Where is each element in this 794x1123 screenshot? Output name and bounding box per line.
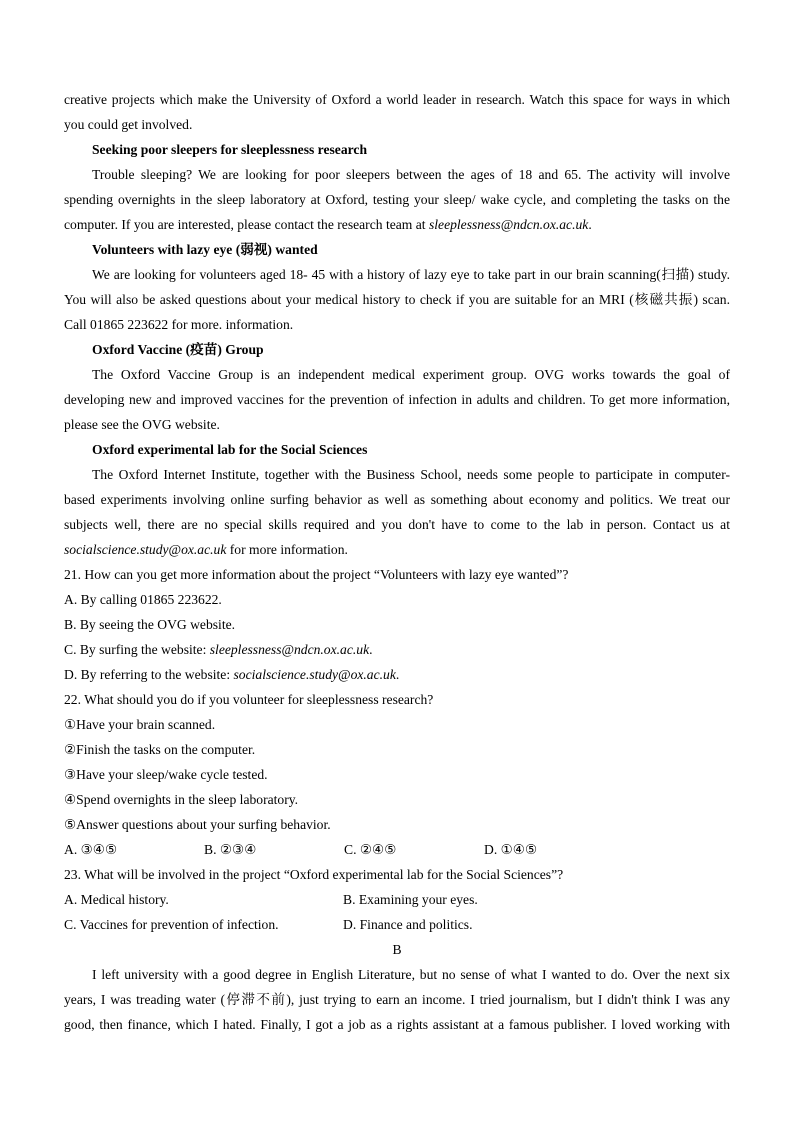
heading-vaccine: Oxford Vaccine (疫苗) Group xyxy=(92,342,264,357)
sleep-email: sleeplessness@ndcn.ox.ac.uk xyxy=(428,217,589,232)
social-line-3: subjects well, there are no special skills required and you don't have to come to the lab in person. Contact us at xyxy=(64,517,730,532)
lazy-eye-line-2: You will also be asked questions about your medical history to check if you are suitable for an MRI (核磁共振) scan. xyxy=(64,292,730,307)
section-b-line-3: good, then finance, which I hated. Finally, I got a job as a rights assistant at a famous publisher. I loved working with xyxy=(64,1017,730,1032)
sleep-para-line-1: Trouble sleeping? We are looking for poor sleepers between the ages of 18 and 65. The activity will involve xyxy=(92,167,730,182)
social-line-4: socialscience.study@ox.ac.uk for more information. xyxy=(64,542,348,557)
q21-option-d: D. By referring to the website: socialscience.study@ox.ac.uk. xyxy=(64,667,400,682)
q22-option-b: B. ②③④ xyxy=(204,842,257,857)
q22-item-1: ①Have your brain scanned. xyxy=(64,717,216,732)
q21-option-c: C. By surfing the website: sleeplessness@ndcn.ox.ac.uk. xyxy=(64,642,373,657)
q21-stem: 21. How can you get more information about the project “Volunteers with lazy eye wanted”? xyxy=(64,567,569,582)
vaccine-line-1: The Oxford Vaccine Group is an independent medical experiment group. OVG works towards the goal of xyxy=(92,367,730,382)
q22-option-c: C. ②④⑤ xyxy=(344,842,397,857)
q22-item-5: ⑤Answer questions about your surfing behavior. xyxy=(64,817,331,832)
section-b-line-1: I left university with a good degree in English Literature, but no sense of what I wanted to do. Over the next six xyxy=(92,967,730,982)
lazy-eye-line-3: Call 01865 223622 for more. information. xyxy=(64,317,294,332)
vaccine-line-3: please see the OVG website. xyxy=(64,417,220,432)
q22-item-4: ④Spend overnights in the sleep laboratory. xyxy=(64,792,299,807)
q23-option-a: A. Medical history. xyxy=(64,892,169,907)
sleep-para-line-2: spending overnights in the sleep laboratory at Oxford, testing your sleep/ wake cycle, and completing the tasks on the xyxy=(64,192,730,207)
q22-stem: 22. What should you do if you volunteer for sleeplessness research? xyxy=(64,692,434,707)
document-page xyxy=(64,87,730,1037)
q22-option-d: D. ①④⑤ xyxy=(484,842,538,857)
q23-stem: 23. What will be involved in the project “Oxford experimental lab for the Social Sciences”? xyxy=(64,867,564,882)
social-line-1: The Oxford Internet Institute, together with the Business School, needs some people to participate in computer- xyxy=(92,467,730,482)
q23-option-b: B. Examining your eyes. xyxy=(343,892,478,907)
q22-options xyxy=(64,837,730,862)
q23-options-row-2 xyxy=(64,912,730,937)
social-email: socialscience.study@ox.ac.uk xyxy=(64,542,227,557)
sleep-para-line-3: computer. If you are interested, please contact the research team at sleeplessness@ndcn.ox.ac.uk. xyxy=(64,217,592,232)
social-line-2: based experiments involving online surfing behavior as well as something about economy and politics. We treat our xyxy=(64,492,730,507)
q23-option-c: C. Vaccines for prevention of infection. xyxy=(64,917,279,932)
section-b-line-2: years, I was treading water (停滞不前), just trying to earn an income. I tried journalism, but I didn't think I was any xyxy=(64,992,730,1007)
q22-item-3: ③Have your sleep/wake cycle tested. xyxy=(64,767,268,782)
heading-lazy-eye: Volunteers with lazy eye (弱视) wanted xyxy=(92,242,318,257)
intro-line-2: you could get involved. xyxy=(64,117,193,132)
heading-social-sciences: Oxford experimental lab for the Social Sciences xyxy=(92,442,368,457)
q21-option-b: B. By seeing the OVG website. xyxy=(64,617,236,632)
section-b-label: B xyxy=(392,942,402,957)
q22-item-2: ②Finish the tasks on the computer. xyxy=(64,742,256,757)
q23-option-d: D. Finance and politics. xyxy=(343,917,473,932)
intro-line-1: creative projects which make the University of Oxford a world leader in research. Watch this space for ways in which xyxy=(64,92,730,107)
q23-options-row-1 xyxy=(64,887,730,912)
heading-sleeplessness: Seeking poor sleepers for sleeplessness research xyxy=(92,142,368,157)
q21-option-a: A. By calling 01865 223622. xyxy=(64,592,222,607)
lazy-eye-line-1: We are looking for volunteers aged 18- 45 with a history of lazy eye to take part in our brain scanning(扫描) study. xyxy=(92,267,730,282)
vaccine-line-2: developing new and improved vaccines for the prevention of infection in adults and children. To get more information, xyxy=(64,392,730,407)
q22-option-a: A. ③④⑤ xyxy=(64,842,118,857)
